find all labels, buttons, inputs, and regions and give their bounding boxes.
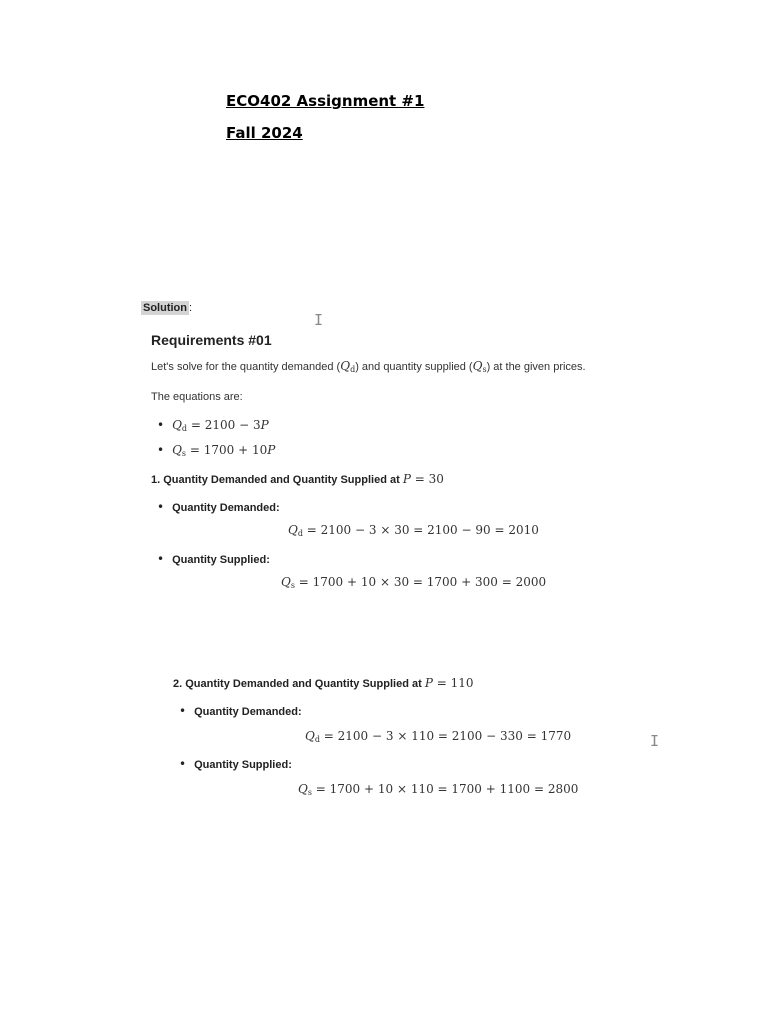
step-2-demand-item (179, 700, 302, 719)
bullet-icon: • (179, 704, 187, 718)
equation-demand: • $Q_d = 2100 - 3P$ (157, 418, 269, 433)
bullet-icon: • (157, 500, 165, 514)
bullet-icon: • (157, 443, 165, 457)
intro-text (151, 359, 586, 374)
intro-mid: ) and quantity supplied ( (355, 361, 473, 373)
step-2-demand-calc: $Q_d = 2100 - 3 \times 110 = 2100 - 330 = 1770$ (305, 729, 572, 744)
solution-label (141, 302, 192, 314)
step-2-supply-calc: $Q_s = 1700 + 10 \times 110 = 1700 + 1100 = 2800$ (298, 782, 579, 797)
intro-pre: Let's solve for the quantity demanded ( (151, 361, 341, 373)
step-2-demand-label: Quantity Demanded: (194, 706, 302, 718)
bullet-icon: • (157, 418, 165, 432)
step-2-heading: 2. Quantity Demanded and Quantity Supplied at P = 110 (173, 676, 474, 690)
step-1-demand-label: Quantity Demanded: (172, 502, 280, 514)
step-1-heading: 1. Quantity Demanded and Quantity Supplied at P = 30 (151, 472, 444, 486)
sub-d: d (350, 365, 356, 374)
step-1-supply-calc: $Q_s = 1700 + 10 \times 30 = 1700 + 300 = 2000$ (281, 575, 547, 590)
step-1-demand-item (157, 496, 280, 515)
step-2-supply-label: Quantity Supplied: (194, 759, 292, 771)
solution-colon: : (189, 302, 193, 314)
step-1-supply-item (157, 548, 270, 567)
bullet-icon: • (179, 757, 187, 771)
step-1-demand-calc: $Q_d = 2100 - 3 \times 30 = 2100 - 90 = 2010$ (288, 523, 539, 538)
var-q: Q (340, 359, 351, 373)
step-1-supply-label: Quantity Supplied: (172, 554, 270, 566)
equations-label: The equations are: (151, 391, 243, 403)
document-term: Fall 2024 (226, 124, 303, 142)
var-q: Q (472, 359, 483, 373)
intro-post: ) at the given prices. (486, 361, 586, 373)
requirement-heading: Requirements #01 (151, 332, 272, 348)
sub-s: s (482, 365, 487, 374)
solution-label-text: Solution (143, 302, 187, 314)
equation-supply: • $Q_s = 1700 + 10P$ (157, 443, 276, 458)
step-2-supply-item (179, 753, 292, 772)
text-cursor-icon: I (314, 311, 324, 329)
document-title: ECO402 Assignment #1 (226, 92, 425, 110)
bullet-icon: • (157, 552, 165, 566)
text-cursor-icon: I (650, 732, 660, 750)
